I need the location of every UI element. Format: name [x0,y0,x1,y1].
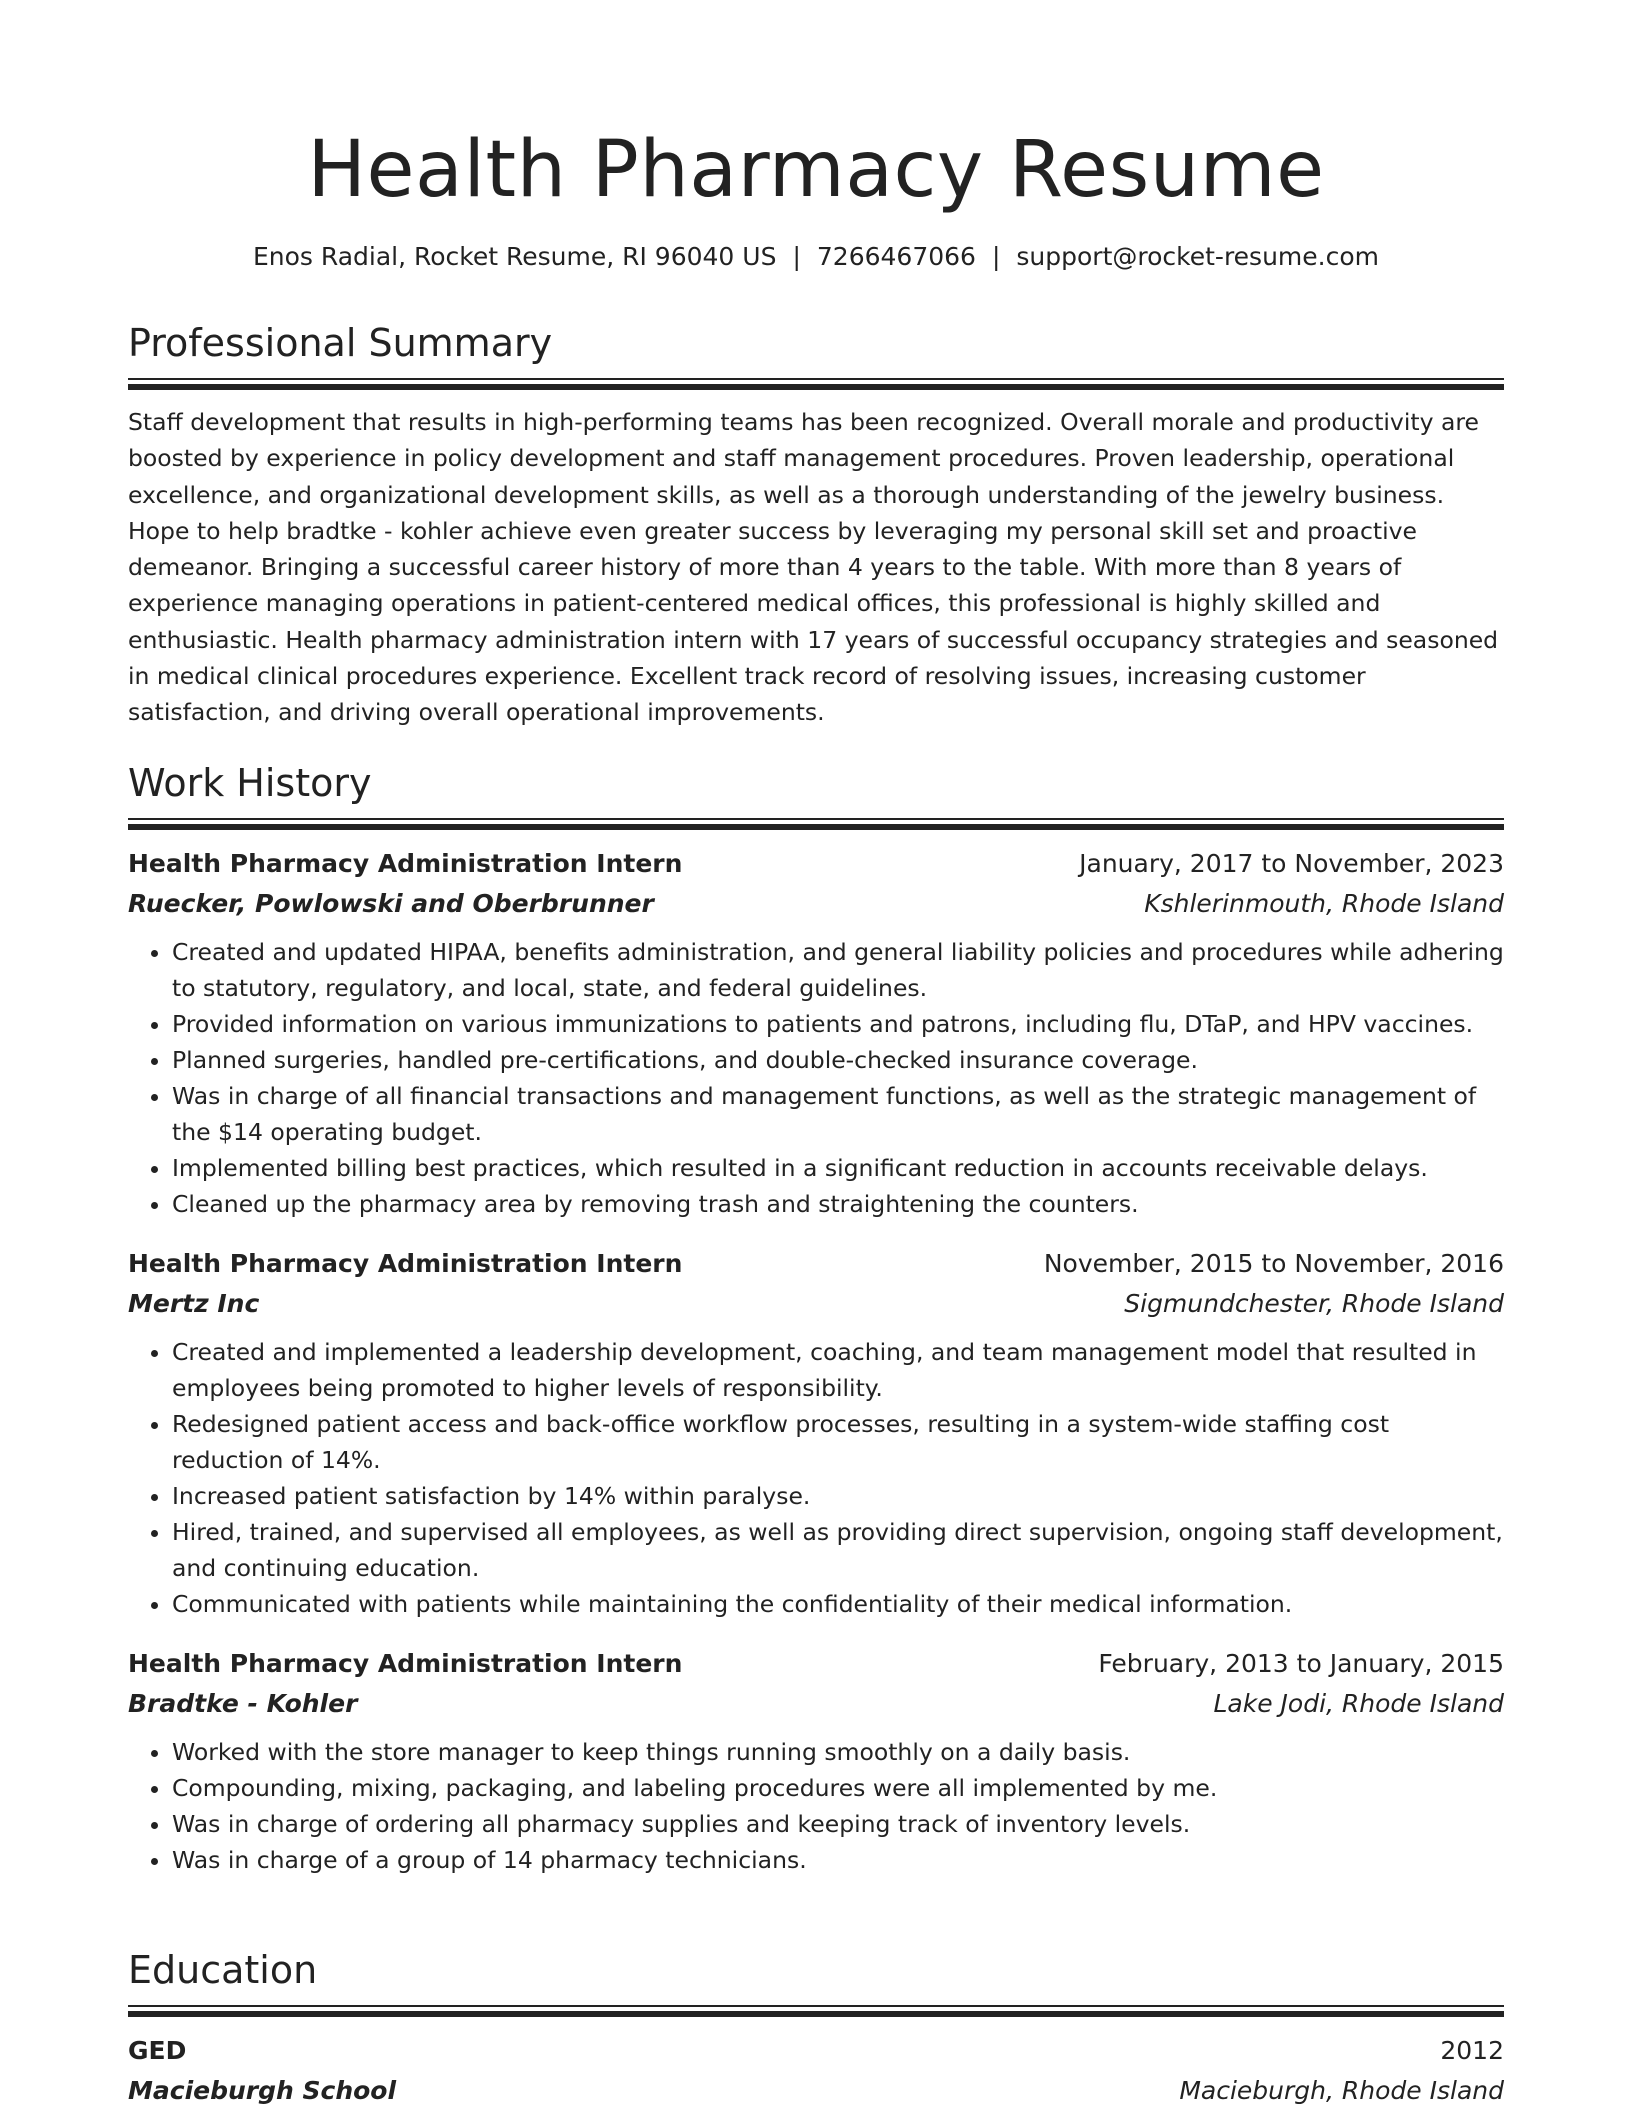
job-entry [128,844,1504,1222]
list-item: • Provided information on various immunizations to patients and patrons, including flu, DTaP, and HPV vaccines. [172,1006,1504,1042]
contact-separator: | [991,242,1001,271]
job-title: Health Pharmacy Administration Intern [128,1249,683,1278]
list-item: • Was in charge of ordering all pharmacy supplies and keeping track of inventory levels. [172,1806,1504,1842]
job-entry [128,1644,1504,1878]
education-school: Macieburgh School [128,2076,397,2105]
education-section [128,1945,1504,2111]
list-item: • Created and implemented a leadership development, coaching, and team management model that resulted in employees being promoted to higher levels of responsibility. [172,1334,1504,1406]
list-item: • Created and updated HIPAA, benefits administration, and general liability policies and procedures while adhering to statutory, regulatory, and local, state, and federal guidelines. [172,934,1504,1006]
work-section [128,758,1504,1878]
education-location: Macieburgh, Rhode Island [1179,2076,1504,2105]
list-item: • Worked with the store manager to keep things running smoothly on a daily basis. [172,1734,1504,1770]
job-company-row [128,884,1504,924]
summary-section [128,318,1504,731]
list-item: • Cleaned up the pharmacy area by removing trash and straightening the counters. [172,1186,1504,1222]
education-year: 2012 [1440,2036,1504,2065]
education-header-row [128,2031,1504,2071]
job-header-row [128,1244,1504,1284]
list-item: • Was in charge of a group of 14 pharmacy technicians. [172,1842,1504,1878]
education-degree: GED [128,2036,187,2065]
section-divider [128,378,1504,390]
job-bullets [128,934,1504,1222]
section-divider [128,818,1504,830]
job-location: Sigmundchester, Rhode Island [1124,1289,1504,1318]
contact-separator: | [792,242,801,271]
job-company: Mertz Inc [128,1289,260,1318]
list-item: • Communicated with patients while maintaining the confidentiality of their medical information. [172,1586,1504,1622]
job-title: Health Pharmacy Administration Intern [128,849,683,878]
job-location: Lake Jodi, Rhode Island [1213,1689,1504,1718]
list-item: • Hired, trained, and supervised all employees, as well as providing direct supervision, ongoing staff development, and continuing education. [172,1514,1504,1586]
job-header-row [128,844,1504,884]
work-heading: Work History [128,761,372,805]
summary-text: Staff development that results in high-performing teams has been recognized. Overall morale and productivity are boosted by experience in policy development and staff management procedures. Proven leadership, operational excellence, and organizational development skills, as well as a thorough understanding of the jewelry business. Hope to help bradtke - kohler achieve even greater success by leveraging my personal skill set and proactive demeanor. Bringing a successful career history of more than 4 years to the table. With more than 8 years of experience managing operations in patient-centered medical offices, this professional is highly skilled and enthusiastic. Health pharmacy administration intern with 17 years of successful occupancy strategies and seasoned in medical clinical procedures experience. Excellent track record of resolving issues, increasing customer satisfaction, and driving overall operational improvements. [128,408,1499,727]
job-company-row [128,1284,1504,1324]
list-item: • Planned surgeries, handled pre-certifications, and double-checked insurance coverage. [172,1042,1504,1078]
job-header-row [128,1644,1504,1684]
job-company: Ruecker, Powlowski and Oberbrunner [128,889,654,918]
job-bullets [128,1334,1504,1622]
contact-address: Enos Radial, Rocket Resume, RI 96040 US [252,242,777,271]
contact-phone: 7266467066 [816,242,976,271]
job-location: Kshlerinmouth, Rhode Island [1144,889,1504,918]
education-entry [128,2031,1504,2111]
education-school-row [128,2071,1504,2111]
page-title: Health Pharmacy Resume [307,125,1325,215]
section-divider [128,2005,1504,2017]
contact-email: support@rocket-resume.com [1016,242,1380,271]
summary-heading: Professional Summary [128,321,553,365]
job-dates: February, 2013 to January, 2015 [1098,1649,1504,1678]
list-item: • Was in charge of all financial transactions and management functions, as well as the strategic management of the $14 operating budget. [172,1078,1504,1150]
education-heading: Education [128,1948,318,1992]
job-company: Bradtke - Kohler [128,1689,358,1718]
job-bullets [128,1734,1504,1878]
list-item: • Increased patient satisfaction by 14% within paralyse. [172,1478,1504,1514]
contact-line [128,240,1504,274]
job-dates: November, 2015 to November, 2016 [1043,1249,1504,1278]
list-item: • Implemented billing best practices, which resulted in a significant reduction in accounts receivable delays. [172,1150,1504,1186]
job-entry [128,1244,1504,1622]
list-item: • Compounding, mixing, packaging, and labeling procedures were all implemented by me. [172,1770,1504,1806]
job-title: Health Pharmacy Administration Intern [128,1649,683,1678]
job-company-row [128,1684,1504,1724]
job-dates: January, 2017 to November, 2023 [1079,849,1504,878]
list-item: • Redesigned patient access and back-office workflow processes, resulting in a system-wide staffing cost reduction of 14%. [172,1406,1504,1478]
